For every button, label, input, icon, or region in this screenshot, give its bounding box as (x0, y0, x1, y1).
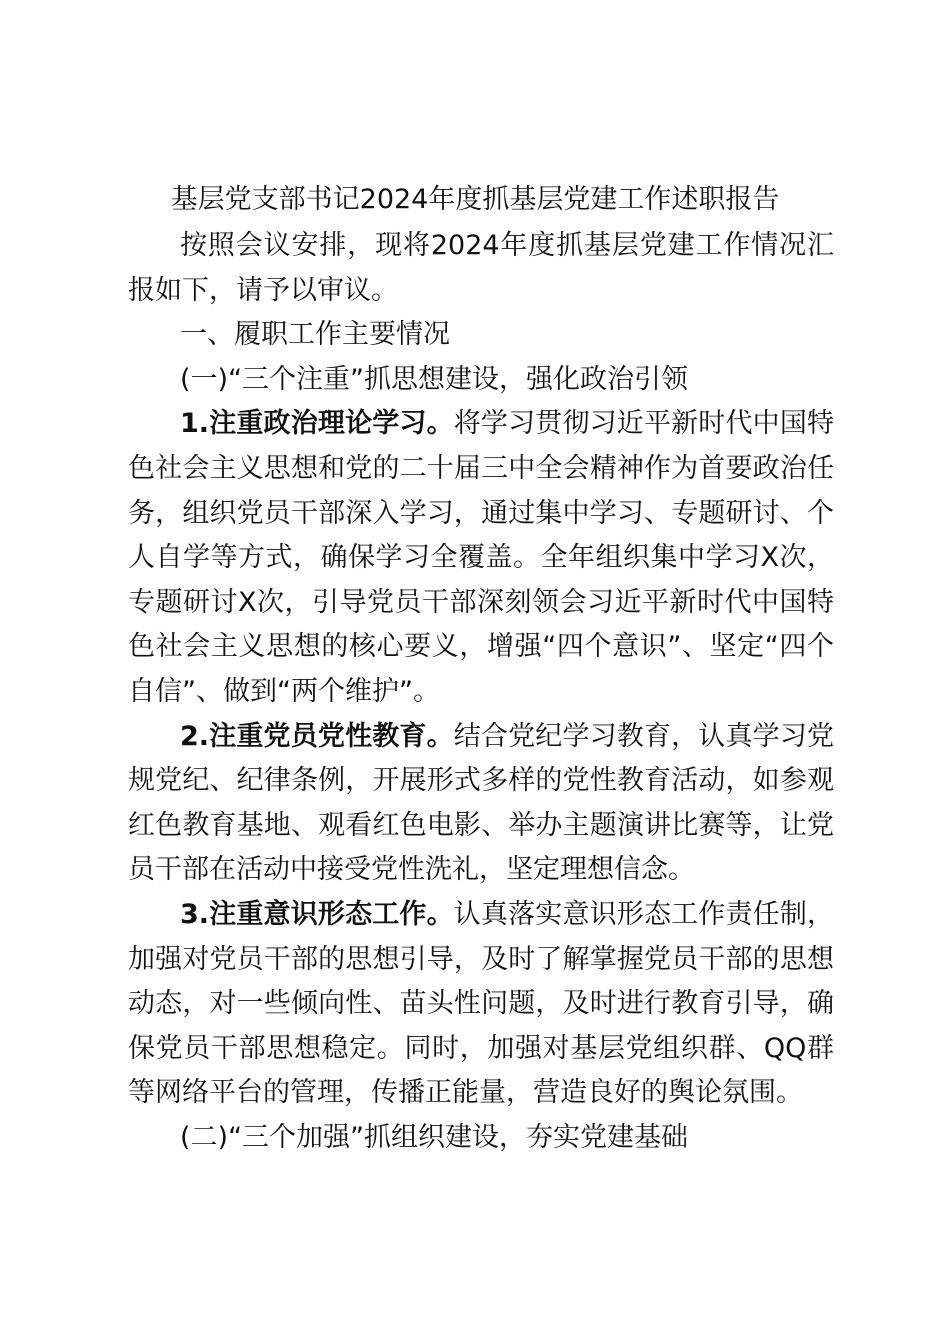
item-text: 认真落实意识形态工作责任制，加强对党员干部的思想引导，及时了解掌握党员干部的思想动态，对一些倾向性、苗头性问题，及时进行教育引导，确保党员干部思想稳定。同时，加强对基层党组织群、QQ群等网络平台的管理，传播正能量，营造良好的舆论氛围。 (128, 898, 834, 1109)
item-paragraph (128, 402, 834, 714)
section-heading: 一、履职工作主要情况 (180, 319, 450, 351)
document-body (128, 224, 834, 1160)
item-lead: 3.注重意识形态工作。 (180, 898, 454, 930)
item-text: 结合党纪学习教育，认真学习党规党纪、纪律条例，开展形式多样的党性教育活动，如参观红色教育基地、观看红色电影、举办主题演讲比赛等，让党员干部在活动中接受党性洗礼，坚定理想信念。 (128, 720, 834, 886)
item-paragraph (128, 893, 834, 1116)
item-lead: 1.注重政治理论学习。 (180, 408, 454, 440)
subsection-heading: (二)“三个加强”抓组织建设，夯实党建基础 (180, 1121, 689, 1153)
item-paragraph (128, 715, 834, 893)
item-text: 将学习贯彻习近平新时代中国特色社会主义思想和党的二十届三中全会精神作为首要政治任务，组织党员干部深入学习，通过集中学习、专题研讨、个人自学等方式，确保学习全覆盖。全年组织集中学习X次，专题研讨X次，引导党员干部深刻领会习近平新时代中国特色社会主义思想的核心要义，增强“四个意识”、坚定“四个自信”、做到“两个维护”。 (128, 408, 834, 707)
intro-paragraph: 按照会议安排，现将2024年度抓基层党建工作情况汇报如下，请予以审议。 (128, 230, 834, 306)
subsection-heading: (一)“三个注重”抓思想建设，强化政治引领 (180, 363, 689, 395)
item-lead: 2.注重党员党性教育。 (180, 720, 454, 752)
document-title: 基层党支部书记2024年度抓基层党建工作述职报告 (170, 184, 780, 215)
